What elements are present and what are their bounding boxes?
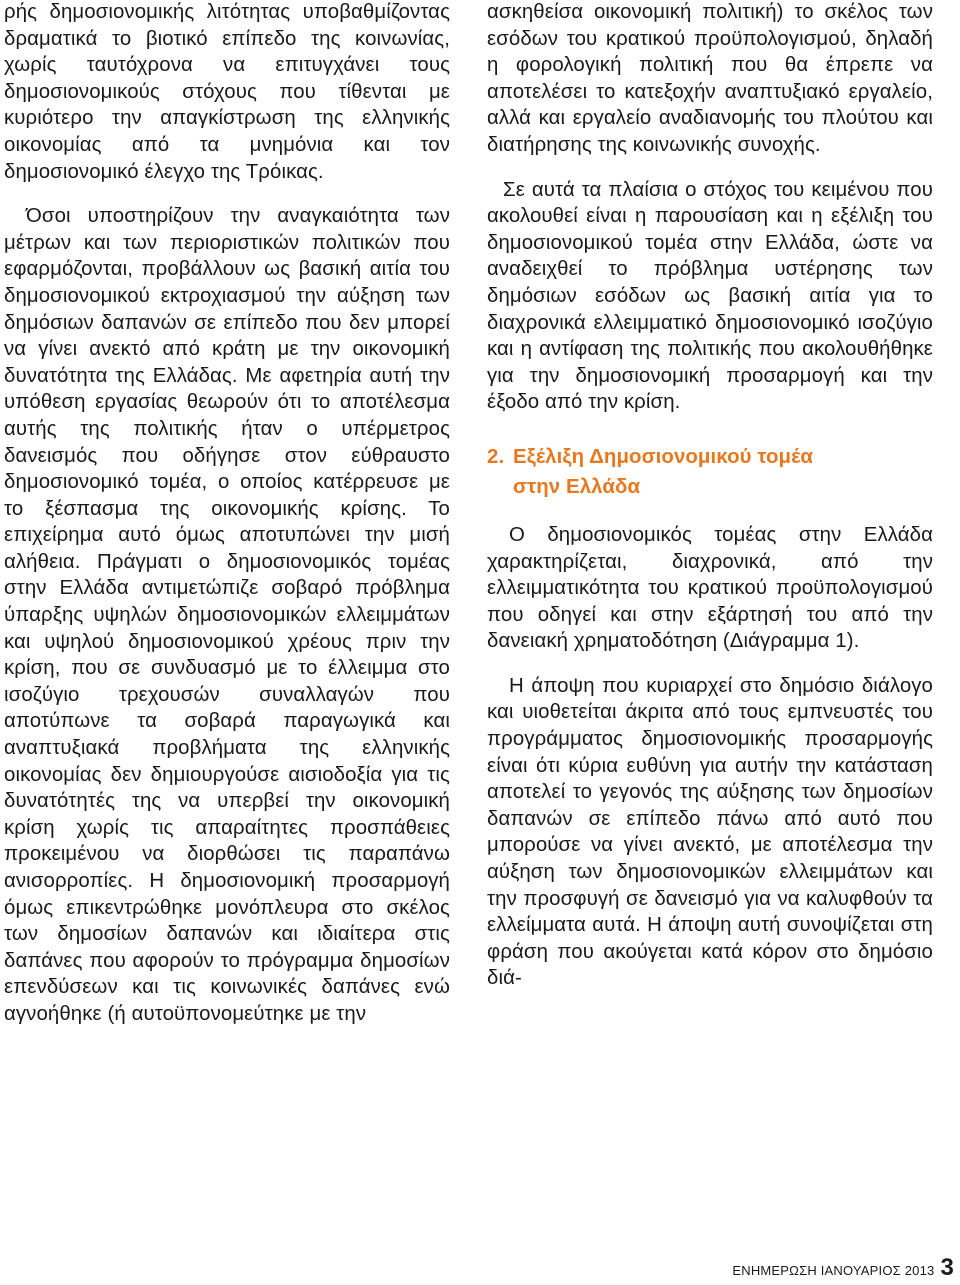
body-paragraph: ρής δημοσιονομικής λιτότητας υποβαθμίζοντας δραματικά το βιοτικό επίπεδο της κοινωνίας, χωρίς ταυτόχρονα να επιτυγχάνει τους δημοσιονομικούς στόχους που τίθενται με κυριότερο την απαγκίστρωση της ελληνικής οικονομίας από τα μνημόνια και τον δημοσιονομικό έλεγχο της Τρόικας. [4,1,450,183]
section-title-line2: στην Ελλάδα [513,475,641,498]
body-paragraph: Όσοι υποστηρίζουν την αναγκαιότητα των μέτρων και των περιοριστικών πολιτικών που εφαρμόζονται, προβάλλουν ως βασική αιτία του δημοσιονομικού εκτροχιασμού την αύξηση των δημόσιων δαπανών σε επίπεδο που δεν μπορεί να γίνει ανεκτό από κράτη με την οικονομική δυνατότητα της Ελλάδας. Με αφετηρία αυτή την υπόθεση εργασίας θεωρούν ότι το αποτέλεσμα αυτής της πολιτικής ήταν ο υπέρμετρος δανεισμός που οδήγησε στον εύθραυστο δημοσιονομικό τομέα, ο οποίος κατέρρευσε με το ξέσπασμα της οικονομικής κρίσης. Το επιχείρημα αυτό όμως αποτυπώνει την μισή αλήθεια. Πράγματι ο δημοσιονομικός τομέας στην Ελλάδα αντιμετώπιζε σοβαρό πρόβλημα ύπαρξης υψηλών δημοσιονομικών ελλειμμάτων και υψηλού δημοσιονομικού χρέους πριν την κρίση, που σε συνδυασμό με το έλλειμμα στο ισοζύγιο τρεχουσών συναλλαγών που αποτύπωνε τα σοβαρά παραγωγικά και αναπτυξιακά προβλήματα της ελληνικής οικονομίας δεν δημιουργούσε αισιοδοξία για τις δυνατότητές της να υπερβεί την οικονομική κρίση χωρίς τις απαραίτητες προσπάθειες προκειμένου να διορθώσει τις παραπάνω ανισορροπίες. Η δημοσιονομική προσαρμογή όμως επικεντρώθηκε μονόπλευρα στο σκέλος των δημοσίων δαπανών και ιδιαίτερα στις δαπάνες που αφορούν το πρόγραμμα δημοσίων επενδύσεων και τις κοινωνικές δαπάνες ενώ αγνοήθηκε (ή αυτοϋπονομεύτηκε με την [4,205,450,1025]
body-paragraph: Ο δημοσιονομικός τομέας στην Ελλάδα χαρακτηρίζεται, διαχρονικά, από την ελλειμματικότητα του κρατικού προϋπολογισμού που οδηγεί και στην εξάρτησή του από την δανειακή χρηματοδότηση (Διάγραμμα 1). [487,523,933,653]
section-number: 2. [487,445,505,468]
publication-name: ΕΝΗΜΕΡΩΣΗ ΙΑΝΟΥΑΡΙΟΣ 2013 [732,1263,935,1278]
body-paragraph: Η άποψη που κυριαρχεί στο δημόσιο διάλογο και υιοθετείται άκριτα από τους εμπνευστές του προγράμματος δημοσιονομικής προσαρμογής είναι ότι κύρια ευθύνη για αυτήν την κατάσταση αποτελεί το γεγονός της αύξησης των δημοσίων δαπανών σε επίπεδο πάνω από αυτό που μπορούσε να γίνει ανεκτό, με αποτέλεσμα την αύξηση των δημοσιονομικών ελλειμμάτων και την προσφυγή σε δανεισμό για να καλυφθούν τα ελλείμματα αυτά. Η άποψη αυτή συνοψίζεται στη φράση που ακούγεται κατά κόρον στο δημόσιο διά- [487,674,933,990]
body-paragraph: ασκηθείσα οικονομική πολιτική) το σκέλος των εσόδων του κρατικού προϋπολογισμού, δηλαδή η φορολογική πολιτική που θα έπρεπε να αποτελέσει το κατεξοχήν αναπτυξιακό εργαλείο, αλλά και εργαλείο αναδιανομής του πλούτου και διατήρησης της κοινωνικής συνοχής. [487,1,933,156]
page-footer [732,1254,954,1282]
left-column [4,0,450,1046]
section-title-line1: Εξέλιξη Δημοσιονομικού τομέα [513,445,814,468]
body-paragraph: Σε αυτά τα πλαίσια ο στόχος του κειμένου που ακολουθεί είναι η παρουσίαση και η εξέλιξη του δημοσιονομικού τομέα στην Ελλάδα, ώστε να αναδειχθεί το πρόβλημα υστέρησης των δημόσιων εσόδων ως βασική αιτία για το διαχρονικά ελλειμματικό δημοσιονομικό ισοζύγιο και η αντίφαση της πολιτικής που ακολουθήθηκε για την δημοσιονομική προσαρμογή και την έξοδο από την κρίση. [487,178,933,414]
page-number: 3 [940,1254,954,1281]
section-heading [487,442,933,502]
right-column [487,0,933,1010]
